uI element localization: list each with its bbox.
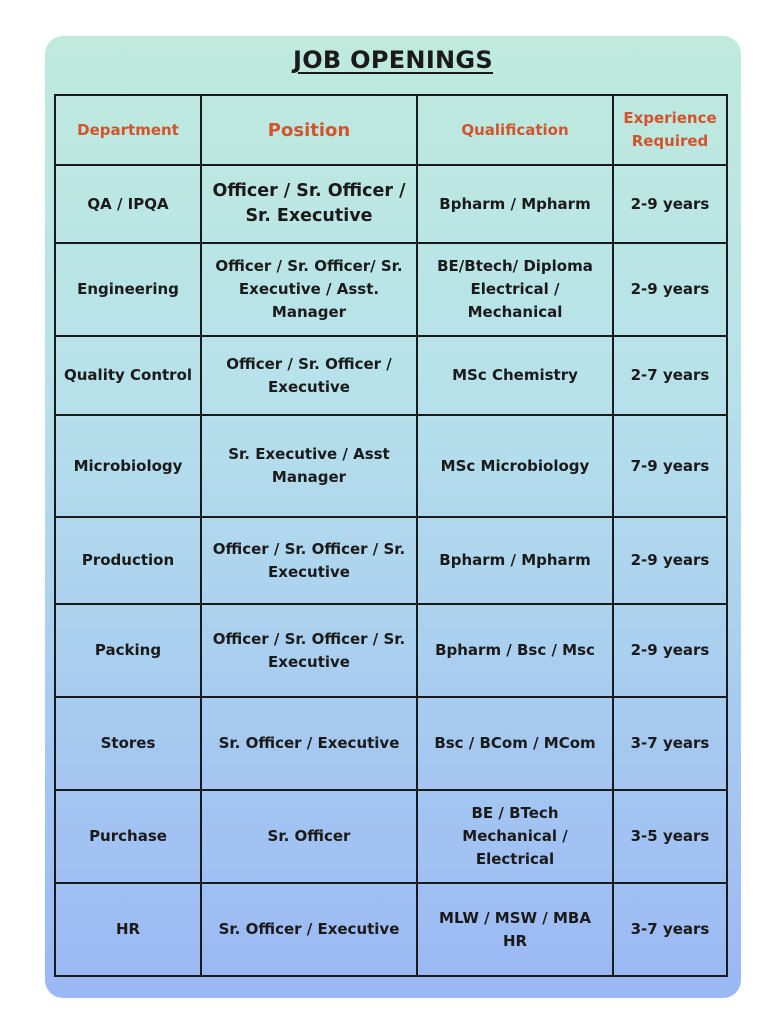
table-row — [55, 243, 727, 336]
cell-experience: 2-9 years — [613, 517, 727, 604]
cell-qualification: Bsc / BCom / MCom — [417, 697, 613, 790]
table-row — [55, 883, 727, 976]
cell-qualification: Bpharm / Mpharm — [417, 517, 613, 604]
cell-experience: 2-7 years — [613, 336, 727, 415]
table-row — [55, 604, 727, 697]
table-row — [55, 165, 727, 243]
header-department: Department — [55, 95, 201, 165]
cell-qualification: BE / BTech Mechanical / Electrical — [417, 790, 613, 883]
cell-qualification: MSc Microbiology — [417, 415, 613, 517]
cell-experience: 2-9 years — [613, 604, 727, 697]
cell-department: Stores — [55, 697, 201, 790]
cell-position: Officer / Sr. Officer / Sr. Executive — [201, 165, 417, 243]
table-header-row — [55, 95, 727, 165]
table-row — [55, 415, 727, 517]
cell-position: Officer / Sr. Officer/ Sr. Executive / Asst. Manager — [201, 243, 417, 336]
job-openings-card — [45, 36, 741, 998]
cell-experience: 3-7 years — [613, 883, 727, 976]
cell-department: HR — [55, 883, 201, 976]
cell-position: Officer / Sr. Officer / Executive — [201, 336, 417, 415]
cell-qualification: MSc Chemistry — [417, 336, 613, 415]
cell-position: Sr. Officer — [201, 790, 417, 883]
cell-qualification: Bpharm / Bsc / Msc — [417, 604, 613, 697]
cell-experience: 3-7 years — [613, 697, 727, 790]
cell-position: Officer / Sr. Officer / Sr. Executive — [201, 517, 417, 604]
cell-department: Packing — [55, 604, 201, 697]
table-row — [55, 517, 727, 604]
cell-department: Purchase — [55, 790, 201, 883]
cell-qualification: BE/Btech/ Diploma Electrical / Mechanical — [417, 243, 613, 336]
cell-position: Sr. Officer / Executive — [201, 883, 417, 976]
table-row — [55, 336, 727, 415]
cell-department: QA / IPQA — [55, 165, 201, 243]
cell-department: Quality Control — [55, 336, 201, 415]
cell-position: Officer / Sr. Officer / Sr. Executive — [201, 604, 417, 697]
cell-department: Engineering — [55, 243, 201, 336]
header-experience: Experience Required — [613, 95, 727, 165]
cell-position: Sr. Officer / Executive — [201, 697, 417, 790]
cell-experience: 2-9 years — [613, 165, 727, 243]
header-position: Position — [201, 95, 417, 165]
cell-department: Production — [55, 517, 201, 604]
header-qualification: Qualification — [417, 95, 613, 165]
cell-experience: 3-5 years — [613, 790, 727, 883]
job-openings-table — [54, 94, 728, 977]
cell-position: Sr. Executive / Asst Manager — [201, 415, 417, 517]
cell-qualification: MLW / MSW / MBA HR — [417, 883, 613, 976]
cell-experience: 7-9 years — [613, 415, 727, 517]
page-title: JOB OPENINGS — [292, 46, 494, 74]
table-row — [55, 790, 727, 883]
table-row — [55, 697, 727, 790]
cell-department: Microbiology — [55, 415, 201, 517]
cell-experience: 2-9 years — [613, 243, 727, 336]
cell-qualification: Bpharm / Mpharm — [417, 165, 613, 243]
